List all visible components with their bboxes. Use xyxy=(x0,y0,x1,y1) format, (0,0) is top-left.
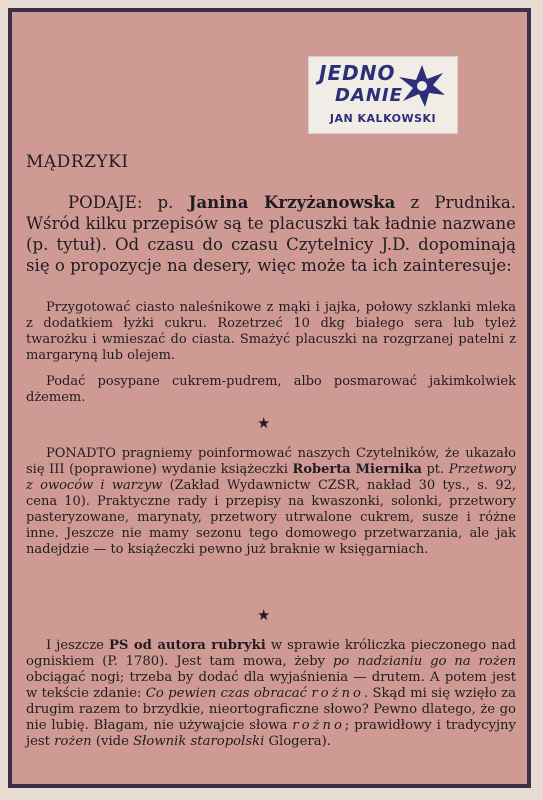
quote-1: po nadzianiu go na rożen xyxy=(332,654,516,669)
para2-text-2: pt. xyxy=(421,462,449,477)
para3-text-8: Glogera). xyxy=(264,734,331,749)
book-title: Przetwory z owoców i warzyw xyxy=(26,462,516,493)
para3-text-1: I jeszcze xyxy=(46,638,110,653)
para2-text-1: PONADTO pragniemy poinformować naszych Czytelników, że ukazało się III (poprawione) wydanie książeczki xyxy=(26,446,516,477)
book-announcement xyxy=(26,446,516,558)
separator-star-icon: ★ xyxy=(257,606,271,624)
column-logo xyxy=(308,56,458,134)
logo-word-2: DANIE xyxy=(335,85,403,106)
quote-4: rożno xyxy=(292,718,345,733)
separator-star-icon: ★ xyxy=(257,414,271,432)
ps-label: PS od autora rubryki xyxy=(109,638,266,653)
article-title: MĄDRZYKI xyxy=(26,152,129,172)
lead-prefix: PODAJE: p. xyxy=(68,193,189,212)
quote-2: Co pewien czas obracać xyxy=(145,686,308,701)
logo-author: JAN KALKOWSKI xyxy=(329,112,437,125)
sender-name: Janina Krzyżanowska xyxy=(188,192,396,212)
lead-paragraph xyxy=(26,192,516,276)
para3-text-7: (vide xyxy=(91,734,134,749)
author-postscript xyxy=(26,638,516,750)
recipe-serving: Podać posypane cukrem-pudrem, albo posmarować jakimkolwiek dżemem. xyxy=(26,374,516,405)
quote-5: rożen xyxy=(54,734,92,749)
para3-text-3: obciągać nogi; trzeba by dodać dla wyjaśnienia — drutem. A potem jest w tekście zdanie: xyxy=(26,670,516,701)
logo-star-icon xyxy=(397,63,447,109)
lead-text: z Prudnika. Wśród kilku przepisów są te placuszki tak ładnie nazwane (p. tytuł). Od czasu do czasu Czytelnicy J.D. dopominają się o propozycje na desery, więc może ta ich zainteresuje: xyxy=(26,193,517,275)
recipe-text: Przygotować ciasto naleśnikowe z mąki i jajka, połowy szklanki mleka z dodatkiem łyżki cukru. Rozetrzeć 10 dkg białego sera lub tyleż twarożku i wmieszać do ciasta. Smażyć placuszki na rozgrzanej patelni z margaryną lub olejem. xyxy=(26,300,516,363)
logo-word-1: JEDNO xyxy=(319,61,396,85)
quote-6: Słownik staropolski xyxy=(133,734,265,749)
quote-3: rożno xyxy=(311,686,364,701)
para2-text-3: (Zakład Wydawnictw CZSR, nakład 30 tys., s. 92, cena 10). Praktyczne rady i przepisy na kwaszonki, solonki, przetwory pasteryzowane, marynaty, przetwory utrwalone cukrem, susze i różne inne. Jeszcze nie mamy sezonu tego domowego przetwarzania, ale jak nadejdzie — to książeczki pewno już braknie w księgarniach. xyxy=(26,478,516,557)
para3-text-5: . Skąd mi się wzięło za drugim razem to brzydkie, nieortograficzne słowo? Pewno dlatego, że go nie lubię. Błagam, nie używajcie słowa xyxy=(26,686,516,733)
book-author: Roberta Miernika xyxy=(292,462,422,477)
para3-text-2: w sprawie króliczka pieczonego nad ogniskiem (P. 1780). Jest tam mowa, żeby xyxy=(26,638,516,669)
para3-text-6: ; prawidłowy i tradycyjny jest xyxy=(26,718,516,749)
newspaper-column xyxy=(8,8,531,788)
